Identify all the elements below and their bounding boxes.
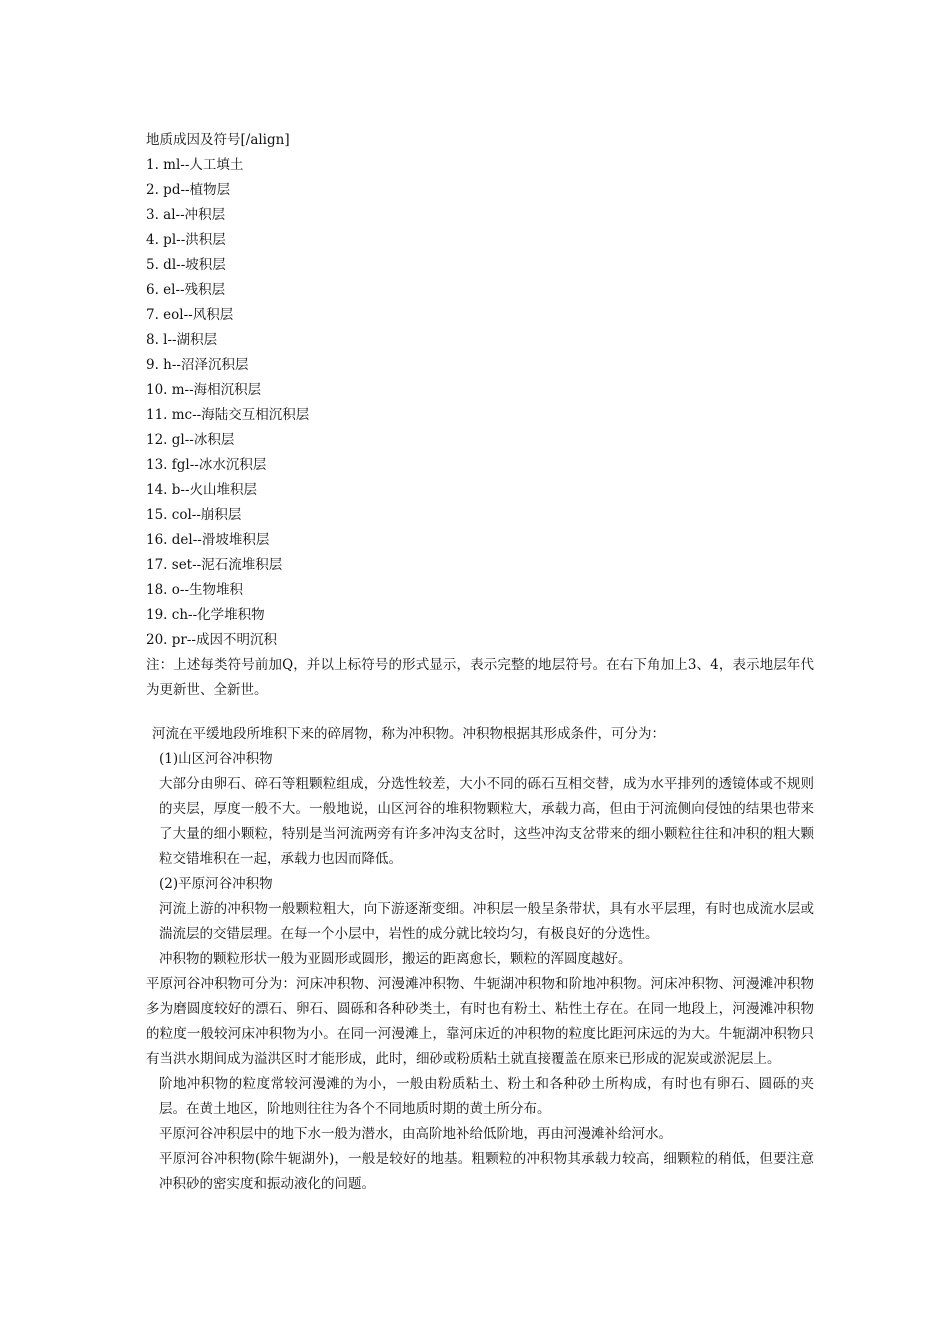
plain-paragraph-1: 河流上游的冲积物一般颗粒粗大，向下游逐渐变细。冲积层一般呈条带状，具有水平层理，有时也成流水层或湍流层的交错层理。在每一个小层中，岩性的成分就比较均匀，有极良好的分选性。 xyxy=(159,901,814,942)
document-body xyxy=(146,128,814,1197)
plain-paragraph-3: 平原河谷冲积物可分为：河床冲积物、河漫滩冲积物、牛轭湖冲积物和阶地冲积物。河床冲积物、河漫滩冲积物多为磨圆度较好的漂石、卵石、圆砾和各种砂类土，有时也有粉土、粘性土存在。在同一地段上，河漫滩冲积物的粒度一般较河床冲积物为小。在同一河漫滩上，靠河床近的冲积物的粒度比距河床远的为大。牛轭湖冲积物只有当洪水期间成为溢洪区时才能形成，此时，细砂或粉质粘土就直接覆盖在原来已形成的泥炭或淤泥层上。 xyxy=(146,976,814,1067)
note-paragraph: 注：上述每类符号前加Q，并以上标符号的形式显示，表示完整的地层符号。在右下角加上3、4，表示地层年代为更新世、全新世。 xyxy=(146,657,814,698)
subsection-title-mountain: (1)山区河谷冲积物 xyxy=(159,751,273,767)
symbol-list-item: 6. el--残积层 xyxy=(146,282,226,298)
symbol-list-item: 19. ch--化学堆积物 xyxy=(146,607,265,623)
mountain-paragraph: 大部分由卵石、碎石等粗颗粒组成，分选性较差，大小不同的砾石互相交替，成为水平排列的透镜体或不规则的夹层，厚度一般不大。一般地说，山区河谷的堆积物颗粒大，承载力高，但由于河流侧向侵蚀的结果也带来了大量的细小颗粒，特别是当河流两旁有许多冲沟支岔时，这些冲沟支岔带来的细小颗粒往往和冲积的粗大颗粒交错堆积在一起，承载力也因而降低。 xyxy=(159,776,814,867)
plain-paragraph-4: 阶地冲积物的粒度常较河漫滩的为小，一般由粉质粘土、粉土和各种砂土所构成，有时也有卵石、圆砾的夹层。在黄土地区，阶地则往往为各个不同地质时期的黄土所分布。 xyxy=(159,1076,814,1117)
symbol-list-item: 20. pr--成因不明沉积 xyxy=(146,632,277,648)
symbol-list-item: 13. fgl--冰水沉积层 xyxy=(146,457,267,473)
plain-paragraph-5: 平原河谷冲积层中的地下水一般为潜水，由高阶地补给低阶地，再由河漫滩补给河水。 xyxy=(159,1126,672,1142)
symbol-list-item: 12. gl--冰积层 xyxy=(146,432,235,448)
symbol-list-item: 18. o--生物堆积 xyxy=(146,582,244,598)
symbol-list-item: 15. col--崩积层 xyxy=(146,507,242,523)
symbol-list-item: 3. al--冲积层 xyxy=(146,207,226,223)
symbol-list-item: 4. pl--洪积层 xyxy=(146,232,226,248)
symbol-list-item: 2. pd--植物层 xyxy=(146,182,231,198)
symbol-list-item: 14. b--火山堆积层 xyxy=(146,482,258,498)
symbol-list-item: 8. l--湖积层 xyxy=(146,332,218,348)
paragraph-spacer xyxy=(146,703,814,722)
symbol-list-item: 9. h--沼泽沉积层 xyxy=(146,357,249,373)
symbol-list-item: 7. eol--风积层 xyxy=(146,307,234,323)
symbol-list-item: 17. set--泥石流堆积层 xyxy=(146,557,283,573)
subsection-title-plain: (2)平原河谷冲积物 xyxy=(159,876,273,892)
symbol-list xyxy=(146,153,814,653)
symbol-list-item: 16. del--滑坡堆积层 xyxy=(146,532,270,548)
symbol-list-item: 11. mc--海陆交互相沉积层 xyxy=(146,407,310,423)
symbol-list-item: 10. m--海相沉积层 xyxy=(146,382,262,398)
section-heading: 地质成因及符号[/align] xyxy=(146,132,290,148)
symbol-list-item: 5. dl--坡积层 xyxy=(146,257,226,273)
symbol-list-item: 1. ml--人工填土 xyxy=(146,157,244,173)
plain-paragraph-6: 平原河谷冲积物(除牛轭湖外)，一般是较好的地基。粗颗粒的冲积物其承载力较高，细颗粒的稍低，但要注意冲积砂的密实度和振动液化的问题。 xyxy=(159,1151,814,1192)
intro-paragraph: 河流在平缓地段所堆积下来的碎屑物，称为冲积物。冲积物根据其形成条件，可分为： xyxy=(152,726,665,742)
plain-paragraph-2: 冲积物的颗粒形状一般为亚圆形或圆形，搬运的距离愈长，颗粒的浑圆度越好。 xyxy=(159,951,632,967)
